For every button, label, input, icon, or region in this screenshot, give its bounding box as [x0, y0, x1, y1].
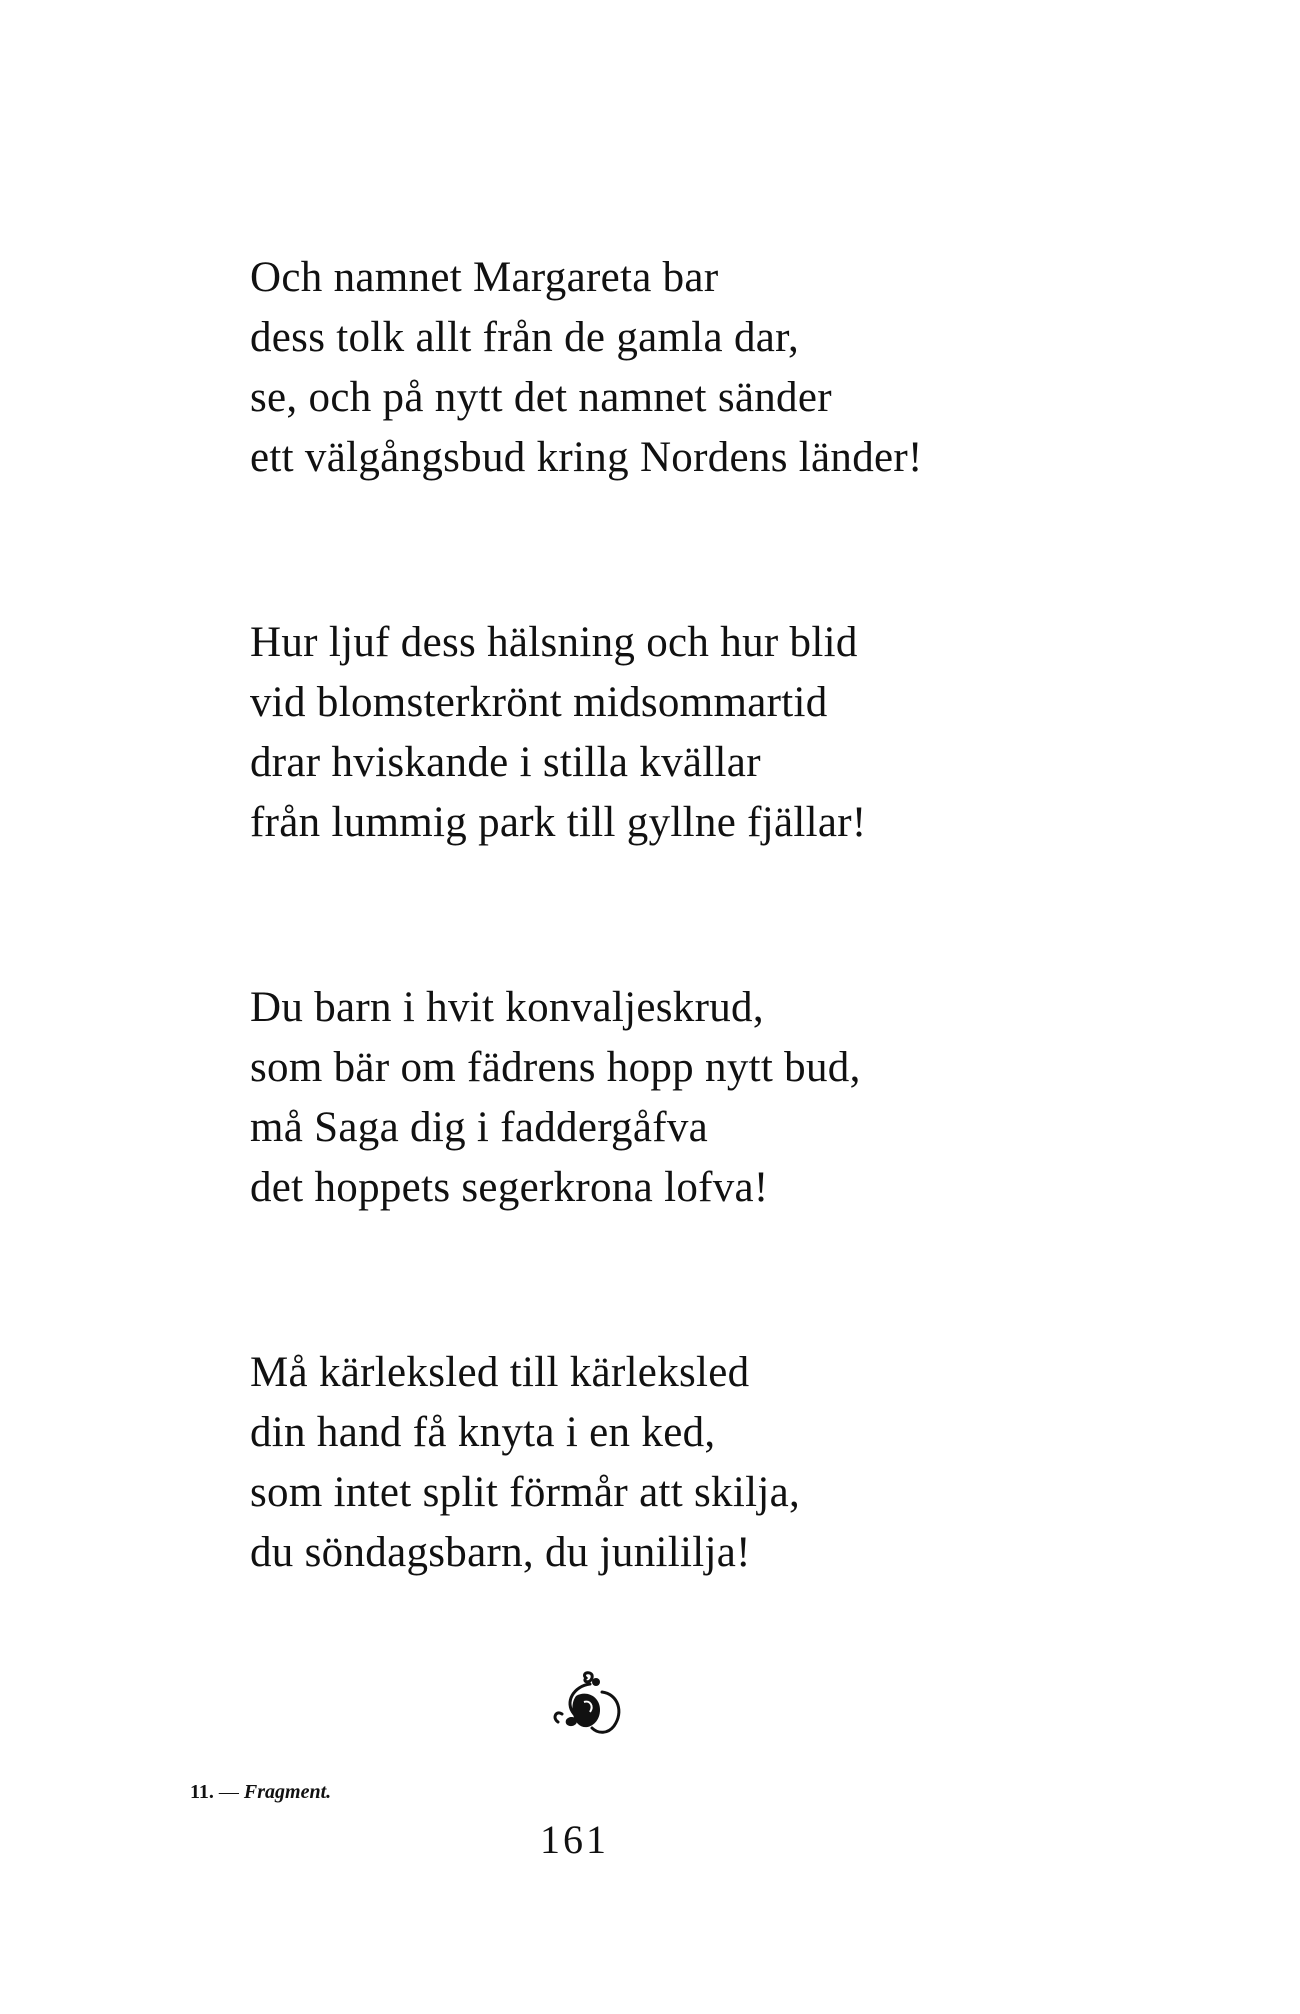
- poem-line: må Saga dig i faddergåfva: [250, 1104, 709, 1151]
- poem-line: din hand få knyta i en ked,: [250, 1409, 716, 1456]
- printer-signature: [190, 1780, 331, 1804]
- page-number: 161: [540, 1817, 609, 1862]
- poem-line: Må kärleksled till kärleksled: [250, 1349, 750, 1396]
- stanza-3: [250, 978, 1010, 1218]
- poem-line: dess tolk allt från de gamla dar,: [250, 314, 800, 361]
- signature-dash: —: [218, 1781, 239, 1803]
- poem-line: drar hviskande i stilla kvällar: [250, 739, 761, 786]
- floral-vignette-icon: [540, 1668, 640, 1748]
- poem: [250, 248, 1010, 1583]
- poem-line: som intet split förmår att skilja,: [250, 1469, 801, 1516]
- signature-number: 11.: [190, 1781, 214, 1803]
- poem-line: Du barn i hvit konvaljeskrud,: [250, 984, 764, 1031]
- poem-line: se, och på nytt det namnet sänder: [250, 374, 832, 421]
- poem-line: som bär om fädrens hopp nytt bud,: [250, 1044, 861, 1091]
- signature-title: Fragment.: [243, 1781, 332, 1803]
- poem-line: vid blomsterkrönt midsommartid: [250, 679, 828, 726]
- poem-line: Och namnet Margareta bar: [250, 254, 719, 301]
- poem-line: ett välgångsbud kring Nordens länder!: [250, 434, 923, 481]
- poem-line: du söndagsbarn, du junililja!: [250, 1529, 751, 1576]
- poem-line: Hur ljuf dess hälsning och hur blid: [250, 619, 858, 666]
- poem-line: det hoppets segerkrona lofva!: [250, 1164, 769, 1211]
- stanza-1: [250, 248, 1010, 488]
- poem-line: från lummig park till gyllne fjällar!: [250, 799, 867, 846]
- stanza-2: [250, 613, 1010, 853]
- stanza-4: [250, 1343, 1010, 1583]
